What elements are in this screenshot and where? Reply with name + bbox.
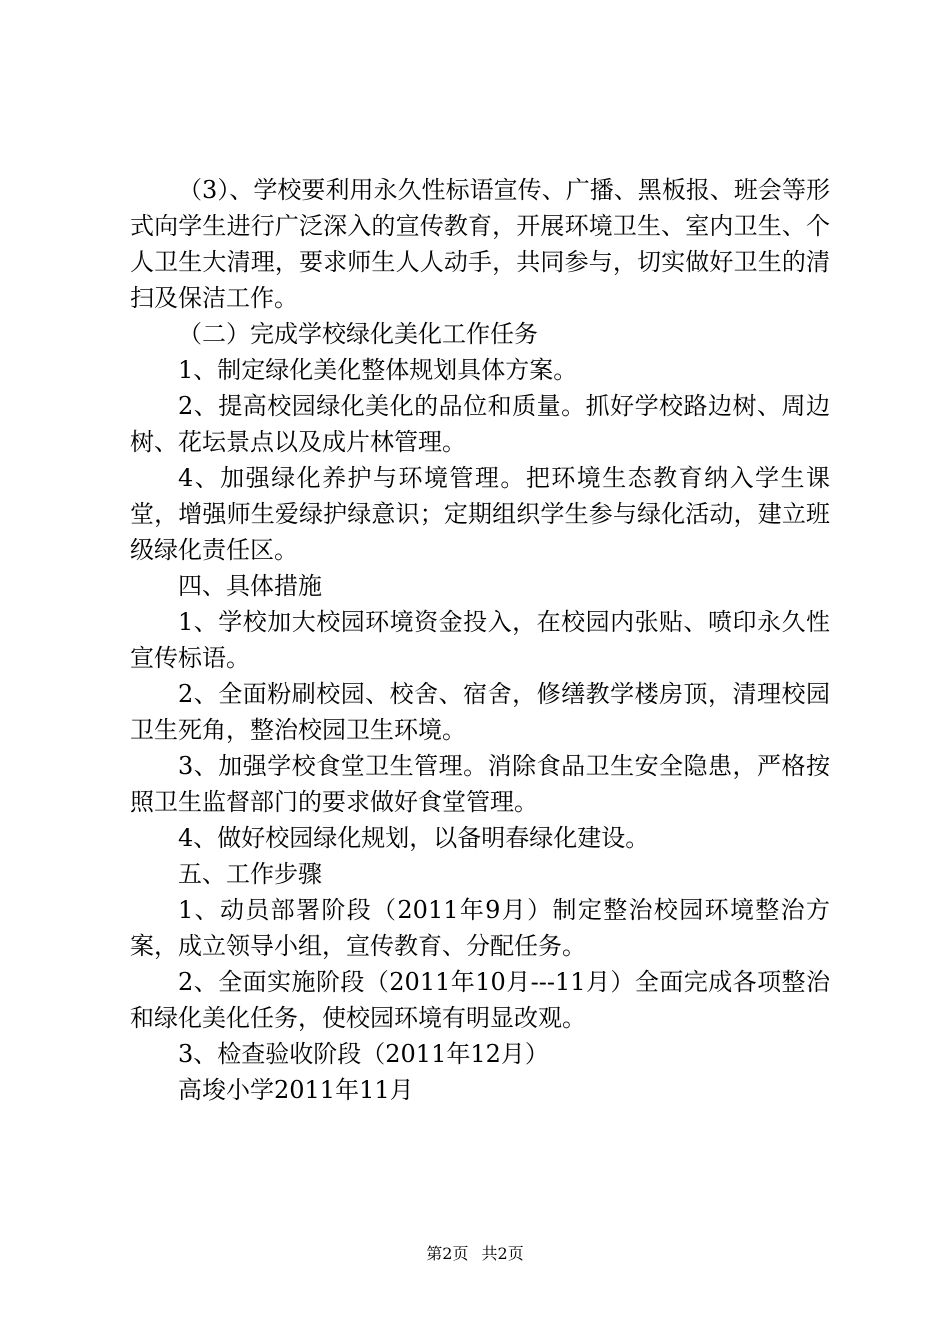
page-footer xyxy=(0,1244,950,1264)
paragraph-publicity: （3）、学校要利用永久性标语宣传、广播、黑板报、班会等形式向学生进行广泛深入的宣传教育，开展环境卫生、室内卫生、个人卫生大清理，要求师生人人动手，共同参与，切实做好卫生的清扫及保洁工作。 xyxy=(130,176,830,312)
heading-work-steps: 五、工作步骤 xyxy=(178,860,322,888)
signature-line: 高埈小学2011年11月 xyxy=(178,1076,414,1104)
paragraph-greening-plan: 1、制定绿化美化整体规划具体方案。 xyxy=(178,356,578,384)
paragraph-step-inspection: 3、检查验收阶段（2011年12月） xyxy=(178,1040,549,1068)
page-total: 共2页 xyxy=(481,1244,524,1263)
heading-greening-task: （二）完成学校绿化美化工作任务 xyxy=(178,320,538,348)
heading-measures: 四、具体措施 xyxy=(178,572,322,600)
document-body xyxy=(130,172,830,1108)
paragraph-measure-funding: 1、学校加大校园环境资金投入，在校园内张贴、喷印永久性宣传标语。 xyxy=(130,608,830,672)
paragraph-step-mobilization: 1、动员部署阶段（2011年9月）制定整治校园环境整治方案，成立领导小组，宣传教育、分配任务。 xyxy=(130,896,830,960)
paragraph-greening-maintenance: 4、加强绿化养护与环境管理。把环境生态教育纳入学生课堂，增强师生爱绿护绿意识；定期组织学生参与绿化活动，建立班级绿化责任区。 xyxy=(130,464,830,564)
paragraph-measure-renovation: 2、全面粉刷校园、校舍、宿舍，修缮教学楼房顶，清理校园卫生死角，整治校园卫生环境。 xyxy=(130,680,830,744)
paragraph-measure-canteen: 3、加强学校食堂卫生管理。消除食品卫生安全隐患，严格按照卫生监督部门的要求做好食堂管理。 xyxy=(130,752,830,816)
paragraph-measure-greening: 4、做好校园绿化规划，以备明春绿化建设。 xyxy=(178,824,650,852)
paragraph-greening-quality: 2、提高校园绿化美化的品位和质量。抓好学校路边树、周边树、花坛景点以及成片林管理。 xyxy=(130,392,830,456)
page-number: 第2页 xyxy=(426,1244,469,1263)
paragraph-step-implementation: 2、全面实施阶段（2011年10月---11月）全面完成各项整治和绿化美化任务，使校园环境有明显改观。 xyxy=(130,968,830,1032)
